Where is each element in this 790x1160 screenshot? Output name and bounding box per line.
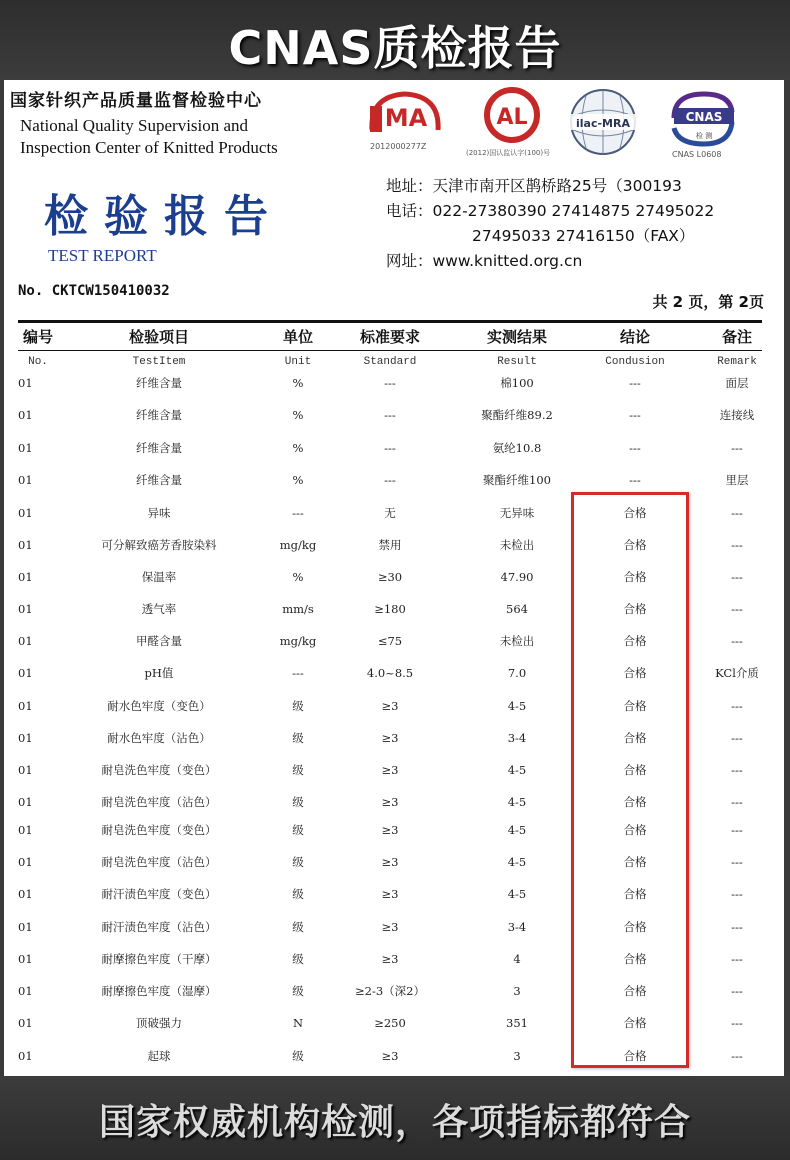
cell-unit: 级 bbox=[292, 1049, 304, 1063]
cell-conclusion: 合格 bbox=[623, 699, 647, 713]
header-top-rule bbox=[18, 320, 762, 323]
cell-conclusion: 合格 bbox=[623, 1049, 647, 1063]
cell-test-item: 耐水色牢度（变色） bbox=[107, 699, 211, 713]
cell-remark: --- bbox=[731, 731, 743, 745]
col-header-en-remark: Remark bbox=[717, 356, 757, 368]
cell-remark: --- bbox=[731, 1016, 743, 1030]
cell-conclusion: 合格 bbox=[623, 795, 647, 809]
cnas-logo-text: CNAS bbox=[685, 110, 723, 124]
report-title-cn: 检验报告 bbox=[44, 191, 284, 242]
cell-standard: ≥180 bbox=[374, 602, 406, 616]
cell-result: 聚酯纤维100 bbox=[483, 473, 551, 487]
ilac-logo-text: ilac-MRA bbox=[576, 117, 630, 130]
col-header-test-item: 检验项目 bbox=[128, 328, 189, 346]
cell-remark: 面层 bbox=[725, 376, 749, 390]
cell-result: 4-5 bbox=[507, 823, 527, 837]
cell-result: 351 bbox=[506, 1016, 528, 1030]
cell-result: 47.90 bbox=[500, 570, 534, 584]
cell-standard: 无 bbox=[384, 506, 396, 520]
cell-no: 01 bbox=[18, 570, 33, 584]
cell-test-item: 纤维含量 bbox=[136, 473, 182, 487]
cell-unit: N bbox=[292, 1016, 304, 1030]
cma-logo-caption: 2012000277Z bbox=[370, 142, 427, 151]
cell-remark: --- bbox=[731, 855, 743, 869]
header-bottom-rule bbox=[18, 350, 762, 351]
cell-conclusion: 合格 bbox=[623, 763, 647, 777]
cell-no: 01 bbox=[18, 1016, 33, 1030]
cell-standard: --- bbox=[384, 441, 396, 455]
cell-result: 棉100 bbox=[500, 376, 534, 390]
cell-no: 01 bbox=[18, 602, 33, 616]
cell-unit: 级 bbox=[292, 984, 304, 998]
cell-test-item: 保温率 bbox=[141, 570, 177, 584]
cell-standard: ≥3 bbox=[381, 763, 399, 777]
cell-test-item: 耐汗渍色牢度（沾色） bbox=[101, 920, 217, 934]
table-row bbox=[4, 405, 784, 425]
cell-conclusion: 合格 bbox=[623, 506, 647, 520]
cell-result: 4-5 bbox=[507, 855, 527, 869]
cell-result: 氨纶10.8 bbox=[492, 441, 542, 455]
phone-text-2: 27495033 27416150（FAX） bbox=[472, 227, 695, 245]
cell-standard: ≥3 bbox=[381, 823, 399, 837]
cell-conclusion: 合格 bbox=[623, 602, 647, 616]
cell-result: 4-5 bbox=[507, 699, 527, 713]
cell-test-item: 耐皂洗色牢度（沾色） bbox=[101, 795, 217, 809]
cell-conclusion: 合格 bbox=[623, 634, 647, 648]
org-name-cn: 国家针织产品质量监督检验中心 bbox=[10, 91, 262, 111]
cnas-logo-sub: 检 测 bbox=[695, 132, 713, 140]
col-header-conclusion: 结论 bbox=[619, 328, 650, 346]
cell-result: 无异味 bbox=[499, 506, 535, 520]
cell-no: 01 bbox=[18, 984, 33, 998]
cell-test-item: 耐皂洗色牢度（沾色） bbox=[101, 855, 217, 869]
ilac-mra-logo bbox=[568, 86, 638, 158]
cma-logo bbox=[366, 88, 444, 158]
cell-result: 4-5 bbox=[507, 887, 527, 901]
cell-test-item: 纤维含量 bbox=[136, 376, 182, 390]
col-header-en-no: No. bbox=[28, 356, 48, 368]
cell-remark: --- bbox=[731, 984, 743, 998]
banner-title: CNAS质检报告 bbox=[228, 21, 562, 75]
cell-no: 01 bbox=[18, 952, 33, 966]
cell-no: 01 bbox=[18, 699, 33, 713]
cell-remark: --- bbox=[731, 1049, 743, 1063]
cell-no: 01 bbox=[18, 538, 33, 552]
col-header-en-result: Result bbox=[497, 356, 537, 368]
cell-test-item: 甲醛含量 bbox=[136, 634, 182, 648]
cell-remark: --- bbox=[731, 823, 743, 837]
cell-remark: --- bbox=[731, 920, 743, 934]
cell-test-item: 顶破强力 bbox=[136, 1016, 182, 1030]
cell-test-item: 耐汗渍色牢度（变色） bbox=[101, 887, 217, 901]
conclusion-highlight-box bbox=[571, 492, 689, 1068]
cell-remark: 连接线 bbox=[719, 408, 755, 422]
cell-conclusion: 合格 bbox=[623, 731, 647, 745]
cell-unit: % bbox=[292, 570, 304, 584]
cell-result: 7.0 bbox=[507, 666, 527, 680]
cell-unit: % bbox=[292, 441, 304, 455]
cell-result: 聚酯纤维89.2 bbox=[481, 408, 553, 422]
cell-conclusion: 合格 bbox=[623, 887, 647, 901]
cell-conclusion: --- bbox=[629, 441, 641, 455]
cell-remark: --- bbox=[731, 506, 743, 520]
col-header-unit: 单位 bbox=[282, 328, 313, 346]
cell-result: 4-5 bbox=[507, 795, 527, 809]
cell-test-item: 可分解致癌芳香胺染料 bbox=[101, 538, 217, 552]
cell-no: 01 bbox=[18, 920, 33, 934]
cell-conclusion: --- bbox=[629, 473, 641, 487]
col-header-en-conclusion: Condusion bbox=[605, 356, 665, 368]
cell-remark: --- bbox=[731, 570, 743, 584]
org-name-en-line1: National Quality Supervision and bbox=[20, 116, 249, 135]
cell-result: 未检出 bbox=[499, 538, 535, 552]
cell-test-item: 纤维含量 bbox=[136, 408, 182, 422]
report-page bbox=[4, 80, 784, 1076]
cma-logo-text: MA bbox=[384, 104, 428, 132]
cell-standard: ≥3 bbox=[381, 731, 399, 745]
cell-unit: --- bbox=[292, 666, 304, 680]
cell-conclusion: 合格 bbox=[623, 570, 647, 584]
col-header-standard: 标准要求 bbox=[359, 328, 420, 346]
cell-unit: mg/kg bbox=[279, 634, 317, 648]
cell-standard: ≥3 bbox=[381, 887, 399, 901]
cell-conclusion: 合格 bbox=[623, 984, 647, 998]
cell-no: 01 bbox=[18, 441, 33, 455]
cell-result: 3-4 bbox=[507, 920, 527, 934]
cal-logo-text: AL bbox=[496, 105, 528, 130]
top-banner bbox=[0, 0, 790, 80]
cell-test-item: 耐摩擦色牢度（干摩） bbox=[101, 952, 217, 966]
cell-standard: ≥250 bbox=[374, 1016, 406, 1030]
cell-test-item: 起球 bbox=[147, 1049, 171, 1063]
cell-unit: % bbox=[292, 408, 304, 422]
cell-standard: --- bbox=[384, 473, 396, 487]
cell-remark: 里层 bbox=[725, 473, 749, 487]
cell-unit: 级 bbox=[292, 823, 304, 837]
page-info: 共 2 页，第 2页 bbox=[652, 293, 764, 311]
cal-logo bbox=[466, 86, 558, 160]
col-header-remark: 备注 bbox=[721, 328, 752, 346]
cell-remark: --- bbox=[731, 538, 743, 552]
cell-unit: 级 bbox=[292, 795, 304, 809]
cell-standard: ≥3 bbox=[381, 795, 399, 809]
cell-standard: ≥3 bbox=[381, 1049, 399, 1063]
cell-standard: ≥3 bbox=[381, 920, 399, 934]
cell-unit: 级 bbox=[292, 699, 304, 713]
website-text: 网址：www.knitted.org.cn bbox=[386, 252, 583, 270]
cell-test-item: 异味 bbox=[147, 506, 171, 520]
cell-remark: --- bbox=[731, 763, 743, 777]
cnas-logo bbox=[668, 88, 738, 162]
cnas-logo-caption: CNAS L0608 bbox=[672, 150, 722, 159]
cell-remark: --- bbox=[731, 602, 743, 616]
cell-result: 4 bbox=[513, 952, 521, 966]
cell-no: 01 bbox=[18, 506, 33, 520]
cell-no: 01 bbox=[18, 795, 33, 809]
cell-remark: --- bbox=[731, 699, 743, 713]
cell-unit: % bbox=[292, 376, 304, 390]
cell-remark: --- bbox=[731, 441, 743, 455]
cell-result: 564 bbox=[506, 602, 528, 616]
cell-conclusion: 合格 bbox=[623, 538, 647, 552]
cell-no: 01 bbox=[18, 634, 33, 648]
cell-unit: mm/s bbox=[282, 602, 314, 616]
phone-text: 电话：022-27380390 27414875 27495022 bbox=[386, 202, 715, 220]
col-header-no: 编号 bbox=[22, 328, 53, 346]
cell-conclusion: 合格 bbox=[623, 823, 647, 837]
cell-standard: ≥3 bbox=[381, 699, 399, 713]
cell-test-item: pH值 bbox=[144, 666, 174, 680]
cell-conclusion: 合格 bbox=[623, 855, 647, 869]
table-row bbox=[4, 373, 784, 393]
cell-unit: --- bbox=[292, 506, 304, 520]
cell-result: 4-5 bbox=[507, 763, 527, 777]
address-text: 地址：天津市南开区鹊桥路25号（300193 bbox=[386, 177, 682, 195]
cell-result: 3 bbox=[513, 984, 521, 998]
col-header-en-test-item: TestItem bbox=[132, 356, 186, 368]
cell-conclusion: --- bbox=[629, 408, 641, 422]
cell-no: 01 bbox=[18, 731, 33, 745]
col-header-en-unit: Unit bbox=[284, 356, 312, 368]
cell-conclusion: 合格 bbox=[623, 1016, 647, 1030]
cell-remark: --- bbox=[731, 887, 743, 901]
cell-unit: 级 bbox=[292, 952, 304, 966]
cell-test-item: 耐皂洗色牢度（变色） bbox=[101, 763, 217, 777]
cell-no: 01 bbox=[18, 763, 33, 777]
cell-unit: 级 bbox=[292, 855, 304, 869]
cell-unit: 级 bbox=[292, 731, 304, 745]
cell-test-item: 透气率 bbox=[141, 602, 177, 616]
cell-unit: mg/kg bbox=[279, 538, 317, 552]
cell-test-item: 纤维含量 bbox=[136, 441, 182, 455]
cell-remark: --- bbox=[731, 634, 743, 648]
col-header-en-standard: Standard bbox=[363, 356, 417, 368]
cell-conclusion: --- bbox=[629, 376, 641, 390]
table-row bbox=[4, 438, 784, 458]
org-name-en bbox=[20, 115, 340, 159]
cell-standard: ≥2-3（深2） bbox=[355, 984, 425, 998]
cell-no: 01 bbox=[18, 376, 33, 390]
cell-standard: ≥3 bbox=[381, 952, 399, 966]
report-title-en: TEST REPORT bbox=[48, 246, 157, 265]
report-number: No. CKTCW150410032 bbox=[18, 283, 170, 299]
cell-standard: ≥30 bbox=[377, 570, 403, 584]
cell-result: 未检出 bbox=[499, 634, 535, 648]
cell-no: 01 bbox=[18, 823, 33, 837]
cell-no: 01 bbox=[18, 473, 33, 487]
cell-no: 01 bbox=[18, 887, 33, 901]
cell-test-item: 耐皂洗色牢度（变色） bbox=[101, 823, 217, 837]
cell-no: 01 bbox=[18, 666, 33, 680]
bottom-banner bbox=[0, 1076, 790, 1160]
cell-conclusion: 合格 bbox=[623, 952, 647, 966]
contact-block bbox=[386, 174, 714, 274]
cell-conclusion: 合格 bbox=[623, 666, 647, 680]
cell-standard: 禁用 bbox=[378, 538, 402, 552]
cell-no: 01 bbox=[18, 1049, 33, 1063]
cell-remark: --- bbox=[731, 952, 743, 966]
cell-no: 01 bbox=[18, 855, 33, 869]
cell-standard: --- bbox=[384, 376, 396, 390]
cell-result: 3 bbox=[513, 1049, 521, 1063]
cell-standard: ≤75 bbox=[377, 634, 403, 648]
cell-remark: --- bbox=[731, 795, 743, 809]
cell-standard: --- bbox=[384, 408, 396, 422]
cell-test-item: 耐水色牢度（沾色） bbox=[107, 731, 211, 745]
table-row bbox=[4, 470, 784, 490]
cell-no: 01 bbox=[18, 408, 33, 422]
cell-test-item: 耐摩擦色牢度（湿摩） bbox=[101, 984, 217, 998]
col-header-result: 实测结果 bbox=[486, 328, 547, 346]
cell-unit: % bbox=[292, 473, 304, 487]
banner-slogan: 国家权威机构检测，各项指标都符合 bbox=[98, 1102, 691, 1143]
cell-remark: KCl介质 bbox=[715, 666, 759, 680]
cal-logo-caption: (2012)国认监认字(100)号 bbox=[466, 149, 551, 157]
cell-unit: 级 bbox=[292, 887, 304, 901]
cell-conclusion: 合格 bbox=[623, 920, 647, 934]
cell-unit: 级 bbox=[292, 763, 304, 777]
cell-standard: 4.0~8.5 bbox=[366, 666, 414, 680]
org-name-en-line2: Inspection Center of Knitted Products bbox=[20, 138, 278, 157]
cell-standard: ≥3 bbox=[381, 855, 399, 869]
cell-result: 3-4 bbox=[507, 731, 527, 745]
cell-unit: 级 bbox=[292, 920, 304, 934]
